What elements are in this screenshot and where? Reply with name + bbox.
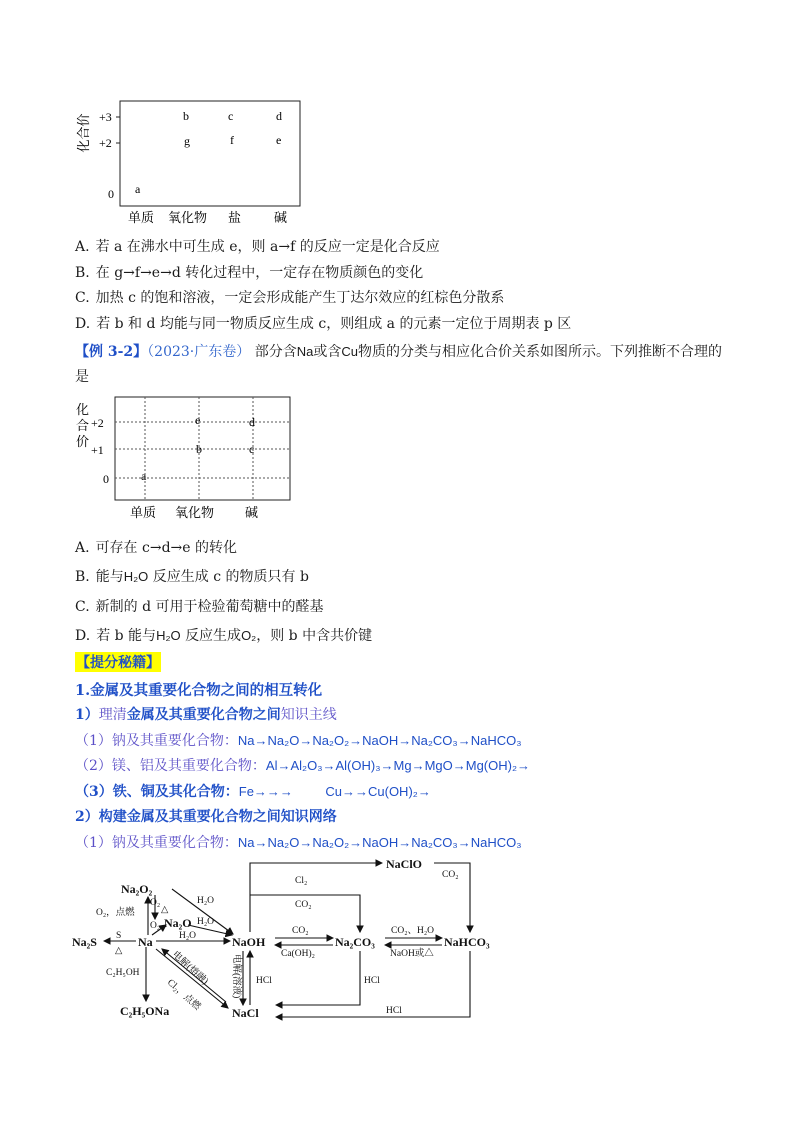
label-electrolysis: 电解(熔融) [169,949,210,987]
label-co2-h2o: CO₂、H₂O [391,926,435,936]
q1-option-b: B. 在 g→f→e→d 转化过程中，一定存在物质颜色的变化 [75,265,424,281]
chart2-xcat: 氧化物 [175,505,215,520]
label-cl2: Cl₂ [295,876,308,886]
chart2-ylabel: 合 [76,418,90,433]
chart2-point: d [249,415,255,429]
chart2-ytick: +2 [91,416,104,430]
chart2-point: b [196,442,202,456]
node-na2co3: Na₂CO₃ [335,935,375,949]
q2-option-a: A. 可存在 c→d→e 的转化 [75,540,238,556]
q1-option-c: C. 加热 c 的饱和溶液，一定会形成能产生丁达尔效应的红棕色分散系 [75,290,505,306]
tips-section-1: 1）理清金属及其重要化合物之间知识主线 [75,707,337,723]
node-na2o2: Na₂O₂ [121,882,153,896]
chart2-ytick: +1 [91,443,104,457]
tips-section-2: 2）构建金属及其重要化合物之间知识网络 [75,809,337,825]
label-hcl-3: HCl [386,1006,402,1016]
chart1-ytick: 0 [108,187,114,201]
tips-line-4: （1）钠及其重要化合物：Na→Na₂O→Na₂O₂→NaOH→Na₂CO₃→NaHCO₃ [75,835,522,851]
label-o2: O₂ [150,898,161,908]
chart2-ylabel: 化 [76,402,90,417]
chart2-ytick: 0 [103,472,109,486]
chart1-point: b [183,109,189,123]
node-c2h5ona: C₂H₅ONa [120,1004,170,1018]
label-caoh2: Ca(OH)₂ [281,949,315,959]
chart2-xcat: 碱 [245,505,259,520]
valence-chart-1 [70,95,315,230]
label-co2-2: CO₂ [292,926,309,936]
node-naoh: NaOH [232,935,266,949]
label-h2o-3: H₂O [179,931,197,941]
label-o2-ignite: O₂，点燃 [96,908,135,918]
label-co2-3: CO₂ [442,870,459,880]
chart1-xcat: 氧化物 [168,210,208,225]
label-hcl-2: HCl [364,976,380,986]
chart1-ytick: +2 [99,136,112,150]
label-hcl: HCl [256,976,272,986]
example-heading-cont: 是 [75,369,89,385]
label-s: S [116,931,122,941]
node-na: Na [138,935,153,949]
label-naoh-or-heat: NaOH或△ [390,949,434,959]
chart2-xcat: 单质 [130,505,157,520]
chart1-ytick: +3 [99,110,112,124]
label-delta-2: △ [161,905,169,915]
chart1-xcat: 盐 [228,210,242,225]
label-delta: △ [115,946,123,956]
chart1-point: e [276,133,282,147]
q1-option-d: D. 若 b 和 d 均能与同一物质反应生成 c，则组成 a 的元素一定位于周期表 p 区 [75,316,572,332]
chart2-point: c [249,442,255,456]
label-c2h5oh: C₂H₅OH [106,968,140,978]
example-heading: 【例 3-2】（2023·广东卷） 部分含Na或含Cu物质的分类与相应化合价关系如图所示。下列推断不合理的 [75,344,722,360]
chart1-point: d [276,109,282,123]
chart1-point: a [135,182,141,196]
tips-badge: 【提分秘籍】 [75,652,161,672]
sodium-network-diagram [70,855,520,1030]
q2-option-c: C. 新制的 d 可用于检验葡萄糖中的醛基 [75,599,324,615]
label-co2: CO₂ [295,900,312,910]
chart1-frame [120,101,300,206]
chart1-point: f [230,133,234,147]
tips-line-2: （2）镁、铝及其重要化合物：Al→Al₂O₃→Al(OH)₃→Mg→MgO→Mg(OH)₂→ [75,758,530,774]
valence-chart-2 [70,392,310,527]
q2-option-b: B. 能与H₂O 反应生成 c 的物质只有 b [75,569,309,585]
tips-line-1: （1）钠及其重要化合物：Na→Na₂O→Na₂O₂→NaOH→Na₂CO₃→NaHCO₃ [75,733,522,749]
chart2-ylabel: 价 [76,434,90,449]
tips-heading: 1.金属及其重要化合物之间的相互转化 [75,682,323,699]
node-na2o: Na₂O [164,916,192,930]
node-nacl: NaCl [232,1006,259,1020]
chart1-xcat: 单质 [128,210,155,225]
node-na2s: Na₂S [72,935,97,949]
label-h2o: H₂O [197,896,215,906]
chart2-point: e [195,413,201,427]
q2-option-d: D. 若 b 能与H₂O 反应生成O₂，则 b 中含共价键 [75,628,373,644]
label-h2o-2: H₂O [197,917,215,927]
chart1-ylabel: 化合价 [76,113,91,153]
chart1-point: g [184,134,190,148]
chart2-point: a [141,469,147,483]
node-nahco3: NaHCO₃ [444,935,490,949]
q1-option-a: A. 若 a 在沸水中可生成 e，则 a→f 的反应一定是化合反应 [75,239,440,255]
node-naclo: NaClO [386,857,422,871]
tips-line-3: （3）铁、铜及其化合物：Fe→→→ Cu→→Cu(OH)₂→ [75,784,431,800]
label-cl2-ignite: Cl₂，点燃 [164,977,203,1013]
chart1-point: c [228,109,234,123]
label-o2-2: O₂ [150,921,161,931]
label-electrolysis-2: 电解(溶液) [231,954,241,999]
chart1-xcat: 碱 [274,210,288,225]
